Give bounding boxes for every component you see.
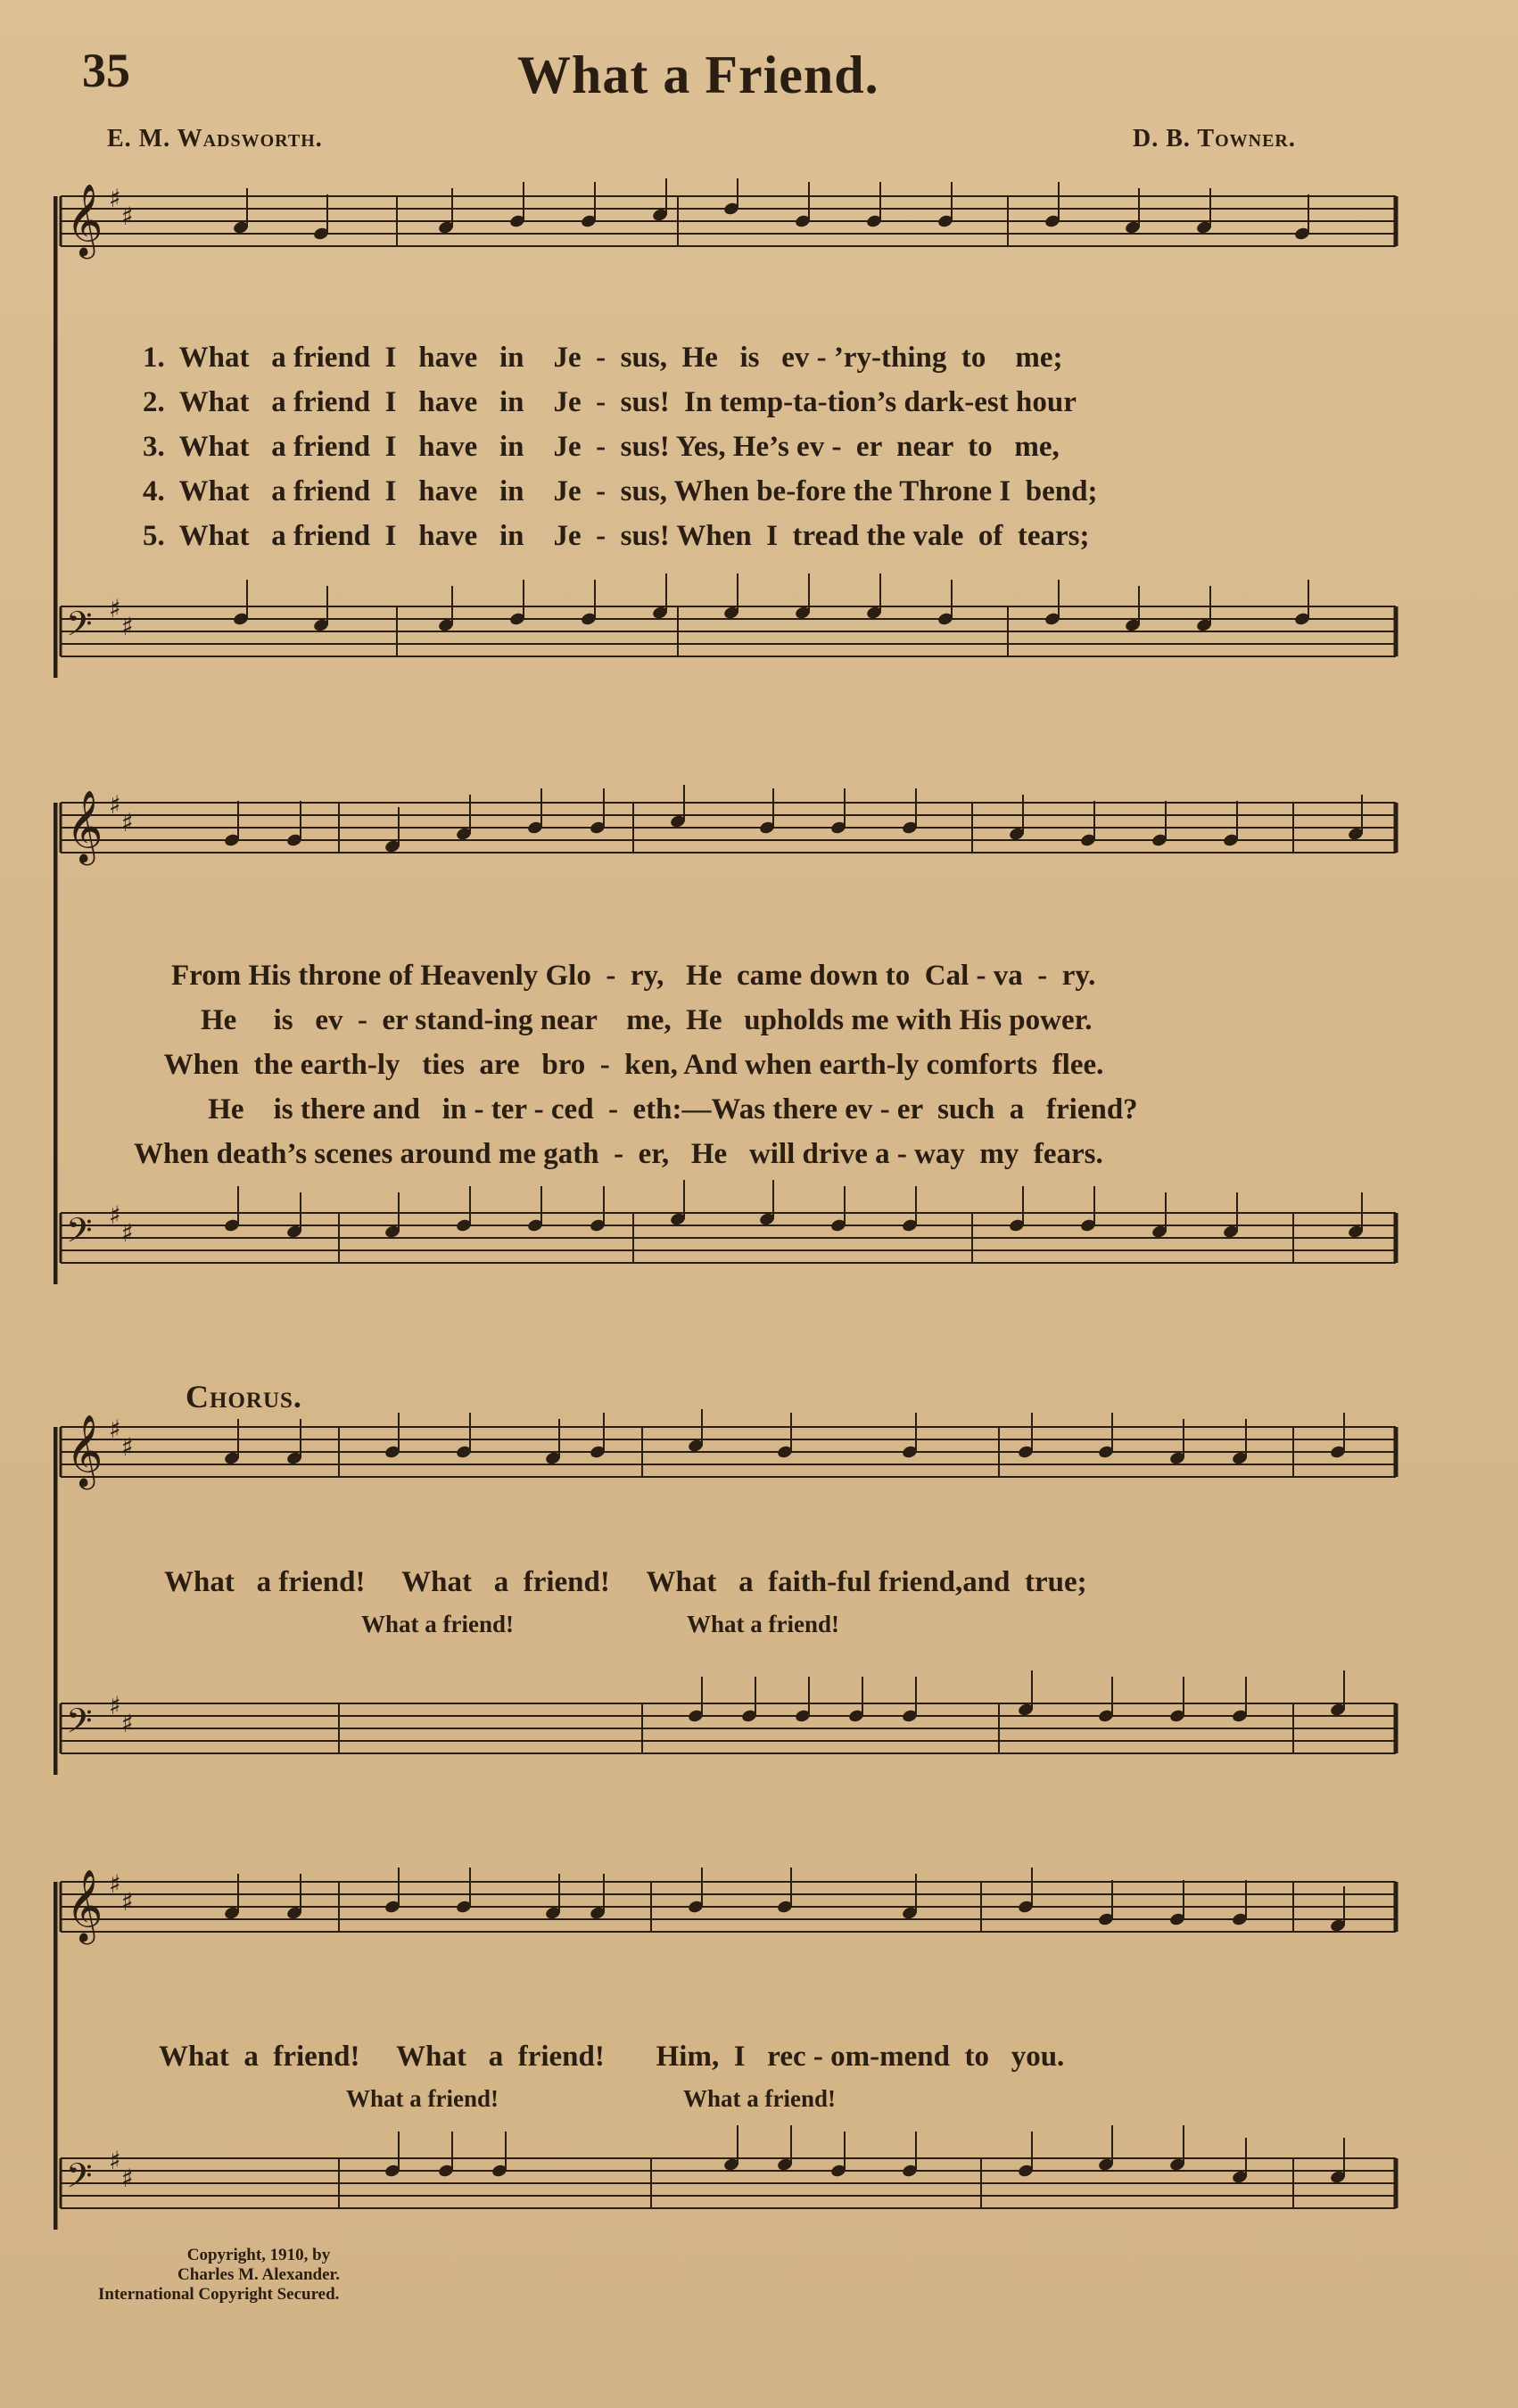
verse-4-line-1: 4. What a friend I have in Je - sus, When be-fore the Throne I bend; xyxy=(143,475,1098,507)
sharp-icon: ♯ xyxy=(109,594,121,623)
sharp-icon: ♯ xyxy=(121,2164,134,2193)
bass-clef-icon: 𝄢 xyxy=(66,1210,93,1258)
verse-1-line-1: 1. What a friend I have in Je - sus, He is ev - ’ry-thing to me; xyxy=(143,342,1063,374)
sharp-icon: ♯ xyxy=(121,808,134,837)
copyright-line: Copyright, 1910, by xyxy=(186,2246,331,2264)
copyright-notice xyxy=(98,2246,419,2305)
sharp-icon: ♯ xyxy=(121,1218,134,1248)
verse-5-line-1: 5. What a friend I have in Je - sus! When I tread the vale of tears; xyxy=(143,520,1090,552)
chorus-echo: What a friend! xyxy=(687,1611,839,1637)
verse-5-line-2: When death’s scenes around me gath - er, He will drive a - way my fears. xyxy=(134,1138,1103,1170)
bass-clef-icon: 𝄢 xyxy=(66,1701,93,1749)
copyright-line: Charles M. Alexander. xyxy=(177,2264,340,2284)
treble-clef-icon: 𝄞 xyxy=(66,1868,103,1942)
chorus-echo: What a friend! xyxy=(346,2085,499,2112)
treble-clef-icon: 𝄞 xyxy=(66,789,103,862)
copyright-line: International Copyright Secured. xyxy=(98,2284,340,2304)
sharp-icon: ♯ xyxy=(109,1200,121,1230)
chorus-line-1: What a friend! What a friend! What a faith-ful friend,and true; xyxy=(164,1566,1087,1598)
sharp-icon: ♯ xyxy=(109,1869,121,1899)
sharp-icon: ♯ xyxy=(109,184,121,213)
staff-system xyxy=(54,1409,1409,1810)
verse-3-line-2: When the earth-ly ties are bro - ken, And when earth-ly comforts flee. xyxy=(157,1049,1104,1081)
sharp-icon: ♯ xyxy=(121,612,134,641)
verse-1-line-2: From His throne of Heavenly Glo - ry, He came down to Cal - va - ry. xyxy=(171,960,1096,992)
sharp-icon: ♯ xyxy=(109,1414,121,1444)
verse-4-line-2: He is there and in - ter - ced - eth:—Was there ev - er such a friend? xyxy=(171,1093,1138,1126)
sharp-icon: ♯ xyxy=(121,1432,134,1462)
verse-2-line-1: 2. What a friend I have in Je - sus! In temp-ta-tion’s dark-est hour xyxy=(143,386,1077,418)
treble-clef-icon: 𝄞 xyxy=(66,183,103,256)
chorus-line-2: What a friend! What a friend! Him, I rec - om-mend to you. xyxy=(159,2041,1065,2073)
composer-credit: D. B. Towner. xyxy=(1133,125,1296,153)
chorus-echo: What a friend! xyxy=(361,1611,514,1637)
bass-clef-icon: 𝄢 xyxy=(66,604,93,652)
hymn-title: What a Friend. xyxy=(517,45,879,104)
hymn-number: 35 xyxy=(82,44,130,97)
sharp-icon: ♯ xyxy=(109,790,121,820)
sharp-icon: ♯ xyxy=(121,1887,134,1917)
chorus-label: Chorus. xyxy=(186,1379,302,1414)
verse-3-line-1: 3. What a friend I have in Je - sus! Yes, He’s ev - er near to me, xyxy=(143,431,1060,463)
sharp-icon: ♯ xyxy=(121,202,134,231)
sharp-icon: ♯ xyxy=(121,1709,134,1738)
verse-2-line-2: He is ev - er stand-ing near me, He upholds me with His power. xyxy=(171,1004,1093,1036)
author-credit: E. M. Wadsworth. xyxy=(107,125,323,153)
treble-clef-icon: 𝄞 xyxy=(66,1414,103,1487)
chorus-echo: What a friend! xyxy=(683,2085,836,2112)
sharp-icon: ♯ xyxy=(109,2146,121,2175)
bass-clef-icon: 𝄢 xyxy=(66,2156,93,2204)
sharp-icon: ♯ xyxy=(109,1691,121,1720)
